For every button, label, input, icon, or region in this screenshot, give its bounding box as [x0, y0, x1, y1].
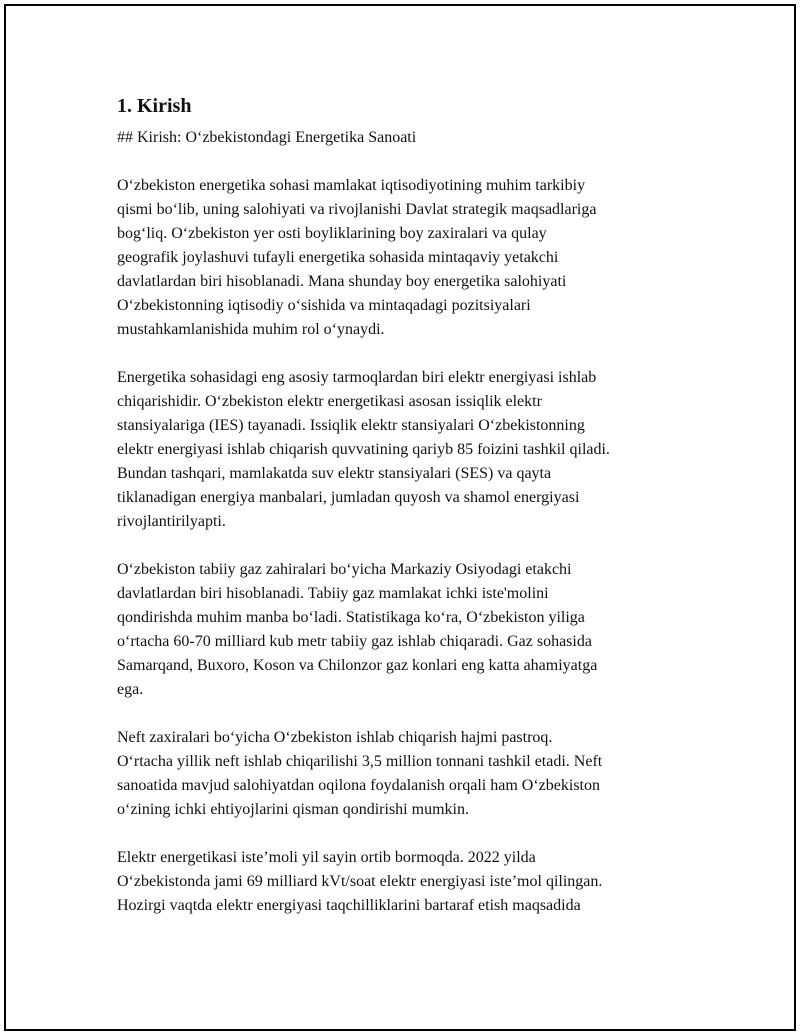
paragraph-3 — [117, 558, 697, 702]
text-line: Hozirgi vaqtda elektr energiyasi taqchilliklarini bartaraf etish maqsadida — [117, 897, 581, 914]
text-line: sanoatida mavjud salohiyatdan oqilona foydalanish orqali ham O‘zbekiston — [117, 777, 600, 794]
text-line: qismi bo‘lib, uning salohiyati va rivojlanishi Davlat strategik maqsadlariga — [117, 201, 597, 218]
text-line: tiklanadigan energiya manbalari, jumladan quyosh va shamol energiyasi — [117, 489, 580, 506]
text-line: o‘rtacha 60-70 milliard kub metr tabiiy gaz ishlab chiqaradi. Gaz sohasida — [117, 633, 592, 650]
text-line: stansiyalariga (IES) tayanadi. Issiqlik elektr stansiyalari O‘zbekistonning — [117, 417, 585, 434]
text-line: rivojlantirilyapti. — [117, 513, 226, 530]
text-line: Neft zaxiralari bo‘yicha O‘zbekiston ishlab chiqarish hajmi pastroq. — [117, 729, 553, 746]
document-body — [117, 92, 697, 942]
text-line: mustahkamlanishida muhim rol o‘ynaydi. — [117, 321, 385, 338]
text-line: qondirishda muhim manba bo‘ladi. Statistikaga ko‘ra, O‘zbekiston yiliga — [117, 609, 585, 626]
text-line: O‘zbekistonda jami 69 milliard kVt/soat elektr energiyasi iste’mol qilingan. — [117, 873, 603, 890]
paragraph-1 — [117, 174, 697, 342]
text-line: davlatlardan biri hisoblanadi. Tabiiy gaz mamlakat ichki iste'molini — [117, 585, 549, 602]
text-line: O‘zbekiston tabiiy gaz zahiralari bo‘yicha Markaziy Osiyodagi etakchi — [117, 561, 572, 578]
paragraph-2 — [117, 366, 697, 534]
text-line: O‘zbekiston energetika sohasi mamlakat iqtisodiyotining muhim tarkibiy — [117, 177, 586, 194]
text-line: Elektr energetikasi iste’moli yil sayin ortib bormoqda. 2022 yilda — [117, 849, 536, 866]
text-line: davlatlardan biri hisoblanadi. Mana shunday boy energetika salohiyati — [117, 273, 567, 290]
text-line: elektr energiyasi ishlab chiqarish quvvatining qariyb 85 foizini tashkil qiladi. — [117, 441, 610, 458]
paragraph-5 — [117, 846, 697, 918]
section-subheading: ## Kirish: O‘zbekistondagi Energetika Sanoati — [117, 129, 417, 146]
text-line: O‘zbekistonning iqtisodiy o‘sishida va mintaqadagi pozitsiyalari — [117, 297, 531, 314]
text-line: geografik joylashuvi tufayli energetika sohasida mintaqaviy yetakchi — [117, 249, 559, 266]
text-line: O‘rtacha yillik neft ishlab chiqarilishi 3,5 million tonnani tashkil etadi. Neft — [117, 753, 603, 770]
text-line: ega. — [117, 681, 144, 698]
paragraph-4 — [117, 726, 697, 822]
text-line: Bundan tashqari, mamlakatda suv elektr stansiyalari (SES) va qayta — [117, 465, 552, 482]
text-line: o‘zining ichki ehtiyojlarini qisman qondirishi mumkin. — [117, 801, 469, 818]
section-heading: 1. Kirish — [117, 95, 192, 117]
text-line: Samarqand, Buxoro, Koson va Chilonzor gaz konlari eng katta ahamiyatga — [117, 657, 598, 674]
text-line: Energetika sohasidagi eng asosiy tarmoqlardan biri elektr energiyasi ishlab — [117, 369, 597, 386]
text-line: chiqarishidir. O‘zbekiston elektr energetikasi asosan issiqlik elektr — [117, 393, 542, 410]
text-line: bog‘liq. O‘zbekiston yer osti boyliklarining boy zaxiralari va qulay — [117, 225, 547, 242]
